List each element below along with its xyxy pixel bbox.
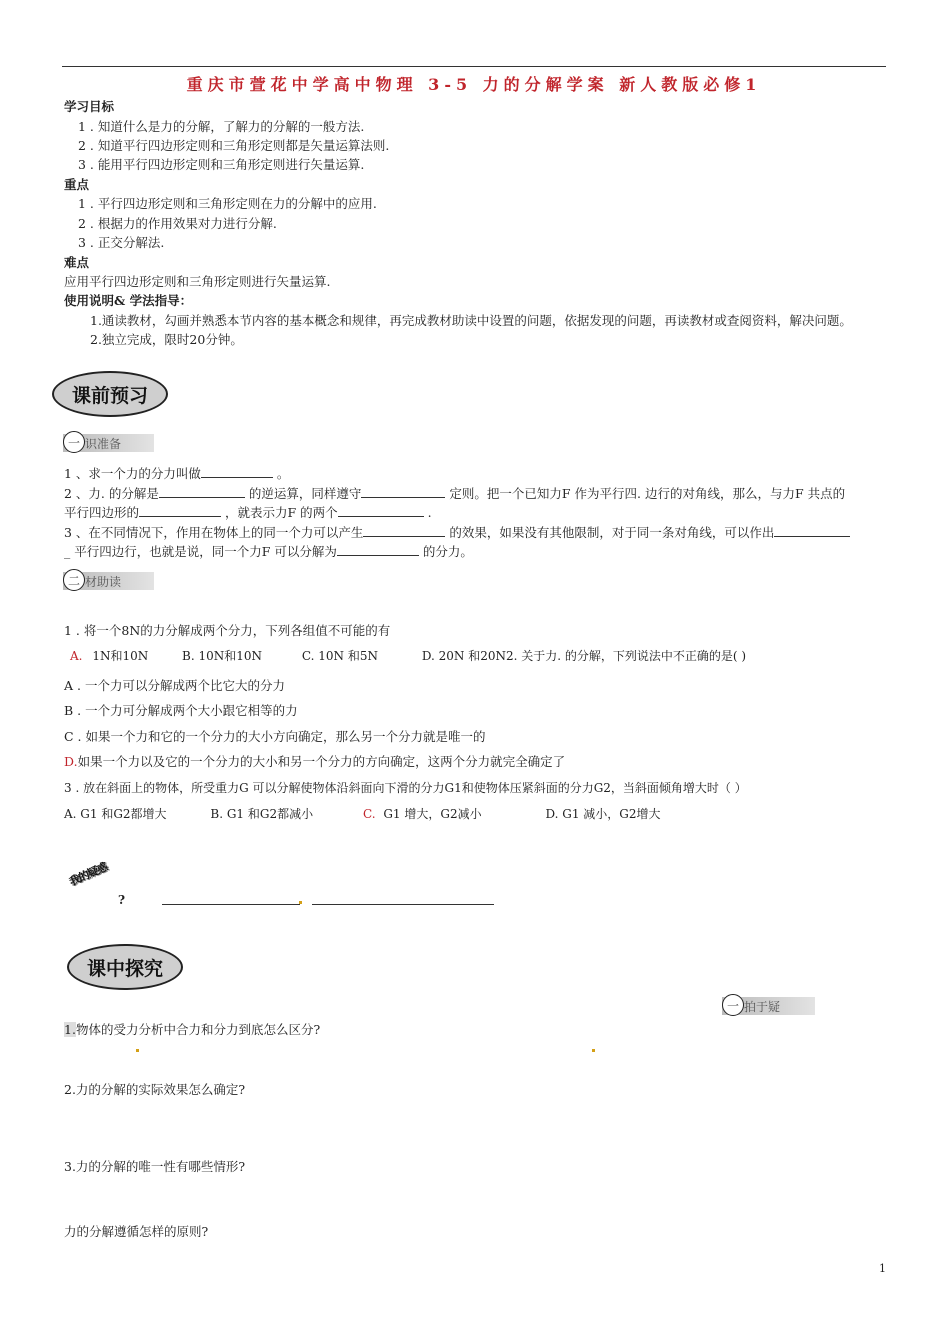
questioning-tag [722,997,815,1015]
top-rule [62,66,886,67]
read-question-1: 1 . 将一个8N的力分解成两个分力，下列各组值不可能的有 [64,623,391,638]
marker-dot [136,1049,139,1052]
explore-badge [67,944,183,990]
answer-blank[interactable] [361,485,445,498]
usage-heading: 使用说明& 学法指导： [64,293,193,308]
tag-number: 一 [63,431,85,453]
read-option: D.如果一个力以及它的一个分力的大小和另一个分力的方向确定，这两个分力就完全确定了 [64,754,566,769]
my-doubt-label: 我的疑惑 [67,860,110,889]
read-option: C . 如果一个力和它的一个分力的大小方向确定，那么另一个分力就是唯一的 [64,729,486,744]
keypoint-item: 2 . 根据力的作用效果对力进行分解. [78,216,277,231]
goal-item: 1 . 知道什么是力的分解，了解力的分解的一般方法. [78,119,365,134]
doubt-answer-line[interactable] [312,904,494,905]
knowledge-prep-tag [63,434,154,452]
explore-question-2: 2.力的分解的实际效果怎么确定? [64,1082,246,1097]
marker-dot [299,901,302,904]
explore-badge-label: 课中探究 [86,957,163,980]
tag-label: 识准备 [85,437,122,451]
explore-question-3: 3.力的分解的唯一性有哪些情形? [64,1159,246,1174]
textbook-reading-tag [63,572,154,590]
difficulty-text: 应用平行四边形定则和三角形定则进行矢量运算. [64,274,331,289]
preview-badge [52,371,168,417]
page-title: 重庆市萱花中学高中物理 3-5 力的分解学案 新人教版必修1 [186,75,762,94]
goals-heading: 学习目标 [64,99,115,114]
read-question-1-options: A. 1N和10N B. 10N和10N C. 10N 和5N D. 20N 和20N2. 关于力. 的分解，下列说法中不正确的是( ) [70,649,747,663]
answer-blank[interactable] [338,504,424,517]
fill-question-1: 1 、求一个力的分力叫做 。 [64,466,290,481]
fill-question-2-cont: 平行四边形的 ，就表示力F 的两个 . [64,505,432,520]
answer-blank[interactable] [201,465,273,478]
doubt-question-mark: ? [118,893,126,907]
keypoint-item: 3 . 正交分解法. [78,235,165,250]
read-question-3: 3 . 放在斜面上的物体，所受重力G 可以分解使物体沿斜面向下滑的分力G1和使物体压紧斜面的分力G2，当斜面倾角增大时（ ） [64,781,747,795]
keypoints-heading: 重点 [64,177,90,192]
fill-question-3-cont: _ 平行四边行，也就是说，同一个力F 可以分解为 的分力。 [64,544,473,559]
explore-question-4: 力的分解遵循怎样的原则? [64,1224,209,1239]
fill-question-3: 3 、在不同情况下，作用在物体上的同一个力可以产生 的效果，如果没有其他限制，对于同一条对角线，可以作出 [64,523,850,541]
usage-item: 1.通读教材，勾画并熟悉本节内容的基本概念和规律，再完成教材助读中设置的问题，依据发现的问题，再读教材或查阅资料，解决问题。 [90,313,852,328]
tag-number: 二 [63,569,85,591]
goal-item: 2 . 知道平行四边形定则和三角形定则都是矢量运算法则. [78,138,390,153]
marker-dot [592,1049,595,1052]
answer-blank[interactable] [363,524,445,537]
answer-blank[interactable] [159,485,245,498]
answer-blank[interactable] [774,524,850,537]
difficulty-heading: 难点 [64,255,90,270]
explore-question-1: 1.物体的受力分析中合力和分力到底怎么区分? [64,1022,321,1037]
tag-number: 一 [722,994,744,1016]
answer-blank[interactable] [337,543,419,556]
read-question-3-options: A. G1 和G2都增大 B. G1 和G2都减小 C. G1 增大，G2减小 D. G1 减小，G2增大 [64,807,661,821]
doubt-answer-line[interactable] [162,904,300,905]
read-option: B . 一个力可分解成两个大小跟它相等的力 [64,703,298,718]
read-option: A . 一个力可以分解成两个比它大的分力 [64,678,285,693]
fill-question-2: 2 、力. 的分解是 的逆运算，同样遵守 定则。把一个已知力F 作为平行四. 边行的对角线，那么，与力F 共点的 [64,486,846,501]
usage-item: 2.独立完成，限时20分钟。 [90,332,243,347]
preview-badge-label: 课前预习 [71,384,148,407]
page-number: 1 [879,1262,886,1275]
keypoint-item: 1 . 平行四边形定则和三角形定则在力的分解中的应用. [78,196,377,211]
tag-label: 拍于疑 [744,1000,781,1014]
tag-label: 材助读 [85,575,122,589]
answer-blank[interactable] [139,504,221,517]
goal-item: 3 . 能用平行四边形定则和三角形定则进行矢量运算. [78,157,365,172]
